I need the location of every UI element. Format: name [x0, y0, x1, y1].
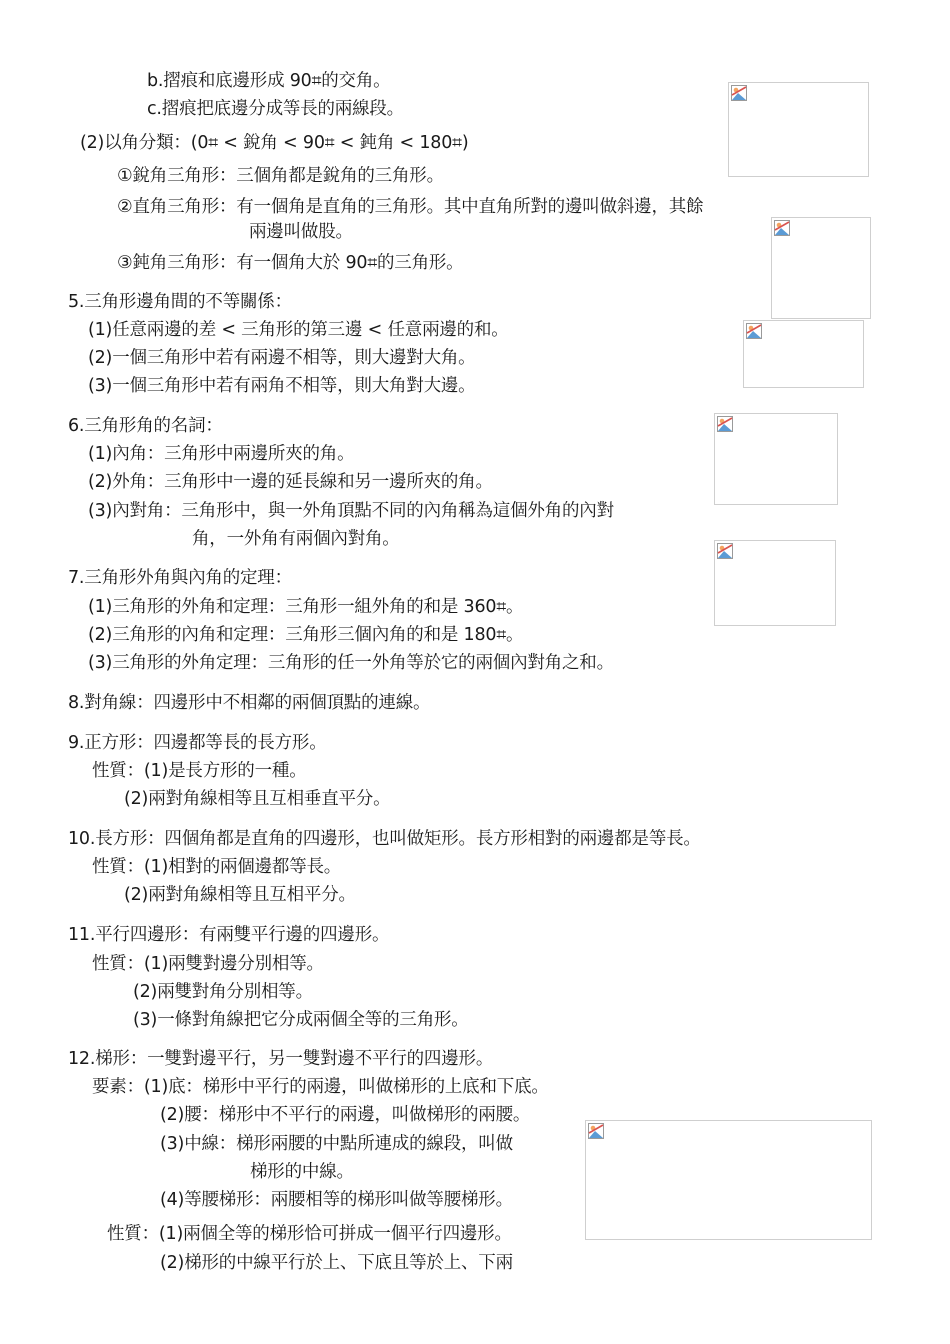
text-line: (3)中線：梯形兩腰的中點所連成的線段，叫做: [160, 1134, 513, 1154]
text-line: (3)三角形的外角定理：三角形的任一外角等於它的兩個內對角之和。: [88, 653, 614, 673]
text-line: (2)梯形的中線平行於上、下底且等於上、下兩: [160, 1253, 513, 1273]
image-placeholder: [714, 540, 836, 626]
text-line: 性質：(1)是長方形的一種。: [92, 761, 307, 781]
text-line: (2)腰：梯形中不平行的兩邊，叫做梯形的兩腰。: [160, 1105, 531, 1125]
broken-image-icon: [717, 416, 733, 432]
broken-image-icon: [717, 543, 733, 559]
broken-image-icon: [774, 220, 790, 236]
text-line: (2)以角分類：(0⌗ < 銳角 < 90⌗ < 鈍角 < 180⌗): [80, 133, 469, 153]
image-placeholder: [585, 1120, 872, 1240]
text-line: 兩邊叫做股。: [249, 222, 353, 242]
text-line: (3)內對角：三角形中，與一外角頂點不同的內角稱為這個外角的內對: [88, 501, 614, 521]
image-placeholder: [771, 217, 871, 319]
text-line: (2)外角：三角形中一邊的延長線和另一邊所夾的角。: [88, 472, 493, 492]
text-line: c.摺痕把底邊分成等長的兩線段。: [147, 99, 404, 119]
image-placeholder: [743, 320, 864, 388]
section-heading: 10.長方形：四個角都是直角的四邊形，也叫做矩形。長方形相對的兩邊都是等長。: [68, 829, 701, 849]
text-line: ②直角三角形：有一個角是直角的三角形。其中直角所對的邊叫做斜邊，其餘: [117, 197, 704, 217]
text-line: ①銳角三角形：三個角都是銳角的三角形。: [117, 166, 444, 186]
text-line: (4)等腰梯形：兩腰相等的梯形叫做等腰梯形。: [160, 1190, 513, 1210]
text-line: (3)一個三角形中若有兩角不相等，則大角對大邊。: [88, 376, 476, 396]
section-heading: 9.正方形：四邊都等長的長方形。: [68, 733, 327, 753]
text-line: b.摺痕和底邊形成 90⌗的交角。: [147, 71, 391, 91]
text-line: (2)三角形的內角和定理：三角形三個內角的和是 180⌗。: [88, 625, 524, 645]
text-line: 性質：(1)兩雙對邊分別相等。: [92, 954, 324, 974]
text-line: 要素：(1)底：梯形中平行的兩邊，叫做梯形的上底和下底。: [92, 1077, 549, 1097]
text-line: (2)兩雙對角分別相等。: [133, 982, 313, 1002]
text-line: (2)兩對角線相等且互相垂直平分。: [124, 789, 391, 809]
text-line: 性質：(1)兩個全等的梯形恰可拼成一個平行四邊形。: [107, 1224, 512, 1244]
text-line: ③鈍角三角形：有一個角大於 90⌗的三角形。: [117, 253, 464, 273]
broken-image-icon: [731, 85, 747, 101]
broken-image-icon: [588, 1123, 604, 1139]
text-line: (1)內角：三角形中兩邊所夾的角。: [88, 444, 355, 464]
broken-image-icon: [746, 323, 762, 339]
text-line: (1)任意兩邊的差 < 三角形的第三邊 < 任意兩邊的和。: [88, 320, 509, 340]
section-heading: 8.對角線：四邊形中不相鄰的兩個頂點的連線。: [68, 693, 431, 713]
section-heading: 5.三角形邊角間的不等關係：: [68, 292, 292, 312]
text-line: (3)一條對角線把它分成兩個全等的三角形。: [133, 1010, 469, 1030]
text-line: (1)三角形的外角和定理：三角形一組外角的和是 360⌗。: [88, 597, 524, 617]
text-line: 性質：(1)相對的兩個邊都等長。: [92, 857, 342, 877]
image-placeholder: [714, 413, 838, 505]
text-line: (2)一個三角形中若有兩邊不相等，則大邊對大角。: [88, 348, 476, 368]
text-line: (2)兩對角線相等且互相平分。: [124, 885, 356, 905]
text-line: 角，一外角有兩個內對角。: [192, 529, 400, 549]
section-heading: 7.三角形外角與內角的定理：: [68, 568, 292, 588]
section-heading: 11.平行四邊形：有兩雙平行邊的四邊形。: [68, 925, 390, 945]
section-heading: 6.三角形角的名詞：: [68, 416, 223, 436]
image-placeholder: [728, 82, 869, 177]
section-heading: 12.梯形：一雙對邊平行，另一雙對邊不平行的四邊形。: [68, 1049, 494, 1069]
text-line: 梯形的中線。: [250, 1162, 354, 1182]
